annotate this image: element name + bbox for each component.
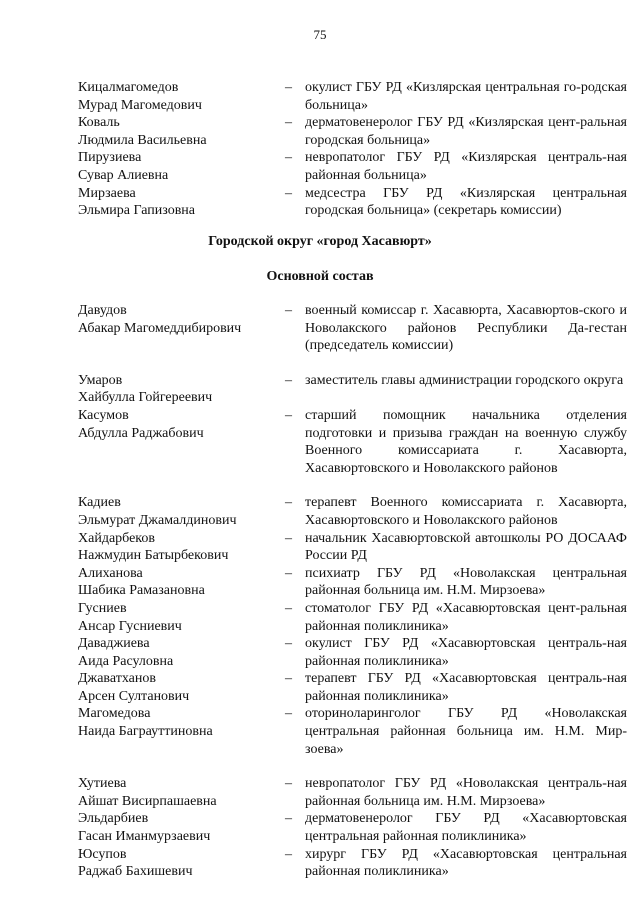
- member-role: невропатолог ГБУ РД «Новолакская централь-ная районная больница им. Н.М. Мирзоева»: [305, 776, 627, 809]
- member-role: хирург ГБУ РД «Хасавюртовская центральная районная поликлиника»: [305, 846, 627, 880]
- dash-separator: –: [285, 530, 292, 546]
- member-given-name: Абакар Магомеддибирович: [78, 320, 242, 336]
- member-row: [0, 600, 640, 635]
- member-name: [0, 372, 285, 407]
- member-name: [0, 79, 285, 114]
- member-name: [0, 635, 285, 670]
- member-row: [0, 407, 640, 477]
- dash-separator: –: [285, 671, 292, 687]
- member-name: [0, 600, 285, 635]
- member-surname: Гусниев: [78, 600, 127, 616]
- dash-separator: –: [285, 636, 292, 652]
- member-surname: Юсупов: [78, 846, 127, 862]
- member-given-name: Шабика Рамазановна: [78, 583, 205, 599]
- member-name: [0, 530, 285, 565]
- member-given-name: Ансар Гусниевич: [78, 618, 182, 634]
- member-role: окулист ГБУ РД «Кизлярская центральная го-родская больница»: [305, 80, 627, 113]
- dash-separator: –: [285, 600, 292, 616]
- member-role: начальник Хасавюртовской автошколы РО ДОСААФ России РД: [305, 530, 627, 564]
- member-surname: Эльдарбиев: [78, 811, 149, 827]
- member-row: [0, 530, 640, 565]
- member-name: [0, 705, 285, 758]
- member-given-name: Аида Расуловна: [78, 653, 174, 669]
- dash-separator: –: [285, 495, 292, 511]
- member-role: военный комиссар г. Хасавюрта, Хасавюртов-ского и Новолакского районов Республики Да-гестан (председатель комиссии): [305, 303, 627, 354]
- member-row: [0, 79, 640, 114]
- dash-separator: –: [285, 811, 292, 827]
- member-given-name: Гасан Иманмурзаевич: [78, 829, 211, 845]
- member-name: [0, 185, 285, 220]
- member-row: [0, 846, 640, 881]
- member-name: [0, 775, 285, 810]
- dash-separator: –: [285, 776, 292, 792]
- member-row: [0, 670, 640, 705]
- member-role: окулист ГБУ РД «Хасавюртовская централь-ная районная поликлиника»: [305, 636, 627, 669]
- member-row: [0, 302, 640, 355]
- member-given-name: Хайбулла Гойгереевич: [78, 390, 213, 406]
- member-row: [0, 810, 640, 845]
- member-role: терапевт Военного комиссариата г. Хасавюрта, Хасавюртовского и Новолакского районов: [305, 495, 627, 528]
- member-row: [0, 149, 640, 184]
- member-row: [0, 372, 640, 407]
- member-role: оториноларинголог ГБУ РД «Новолакская центральная районная больница им. Н.М. Мир-зоева»: [305, 706, 627, 757]
- member-surname: Магомедова: [78, 706, 151, 722]
- member-role: дерматовенеролог ГБУ РД «Кизлярская цент-ральная городская больница»: [305, 115, 627, 148]
- member-surname: Хутиева: [78, 776, 127, 792]
- dash-separator: –: [285, 150, 292, 166]
- member-given-name: Мурад Магомедович: [78, 97, 202, 113]
- member-role: терапевт ГБУ РД «Хасавюртовская централь-ная районная поликлиника»: [305, 671, 627, 704]
- dash-separator: –: [285, 372, 292, 388]
- member-given-name: Нажмудин Батырбекович: [78, 548, 229, 564]
- member-given-name: Людмила Васильевна: [78, 132, 207, 148]
- dash-separator: –: [285, 303, 292, 318]
- member-role: дерматовенеролог ГБУ РД «Хасавюртовская центральная районная поликлиника»: [305, 811, 627, 845]
- member-surname: Алиханова: [78, 565, 143, 581]
- member-given-name: Раджаб Бахишевич: [78, 864, 193, 880]
- member-name: [0, 494, 285, 529]
- member-row: [0, 705, 640, 758]
- member-row: [0, 635, 640, 670]
- member-surname: Умаров: [78, 372, 123, 388]
- member-role: стоматолог ГБУ РД «Хасавюртовская цент-ральная районная поликлиника»: [305, 600, 627, 634]
- member-given-name: Сувар Алиевна: [78, 167, 169, 183]
- member-name: [0, 846, 285, 881]
- member-role: старший помощник начальника отделения подготовки и призыва граждан на военную службу Военного комиссариата г. Хасавюрта, Хасавюртовского и Новолакского районов: [305, 407, 627, 476]
- main-commission-list: [0, 302, 640, 881]
- dash-separator: –: [285, 407, 292, 423]
- member-role: психиатр ГБУ РД «Новолакская центральная районная больница им. Н.М. Мирзоева»: [305, 565, 627, 599]
- member-role: заместитель главы администрации городского округа: [305, 372, 624, 388]
- commission-list-continued: [0, 79, 640, 220]
- member-surname: Мирзаева: [78, 185, 136, 201]
- dash-separator: –: [285, 565, 292, 581]
- member-row: [0, 775, 640, 810]
- member-row: [0, 114, 640, 149]
- member-given-name: Наида Баграуттиновна: [78, 724, 213, 740]
- member-row: [0, 565, 640, 600]
- dash-separator: –: [285, 706, 292, 722]
- member-name: [0, 149, 285, 184]
- member-surname: Кадиев: [78, 495, 121, 511]
- member-surname: Хайдарбеков: [78, 530, 156, 546]
- member-name: [0, 302, 285, 355]
- member-given-name: Эльмира Гапизовна: [78, 203, 196, 219]
- member-name: [0, 114, 285, 149]
- member-surname: Касумов: [78, 407, 129, 423]
- member-role: невропатолог ГБУ РД «Кизлярская централь-ная районная больница»: [305, 150, 627, 183]
- section-title: Городской округ «город Хасавюрт»: [208, 234, 432, 249]
- member-name: [0, 407, 285, 477]
- member-surname: Коваль: [78, 115, 120, 131]
- page-number: 75: [313, 27, 327, 42]
- dash-separator: –: [285, 115, 292, 131]
- member-given-name: Арсен Султанович: [78, 688, 190, 704]
- member-name: [0, 810, 285, 845]
- member-given-name: Айшат Висирпашаевна: [78, 793, 217, 809]
- member-row: [0, 185, 640, 220]
- dash-separator: –: [285, 846, 292, 862]
- member-surname: Давудов: [78, 303, 127, 318]
- member-name: [0, 565, 285, 600]
- member-given-name: Абдулла Раджабович: [78, 425, 204, 441]
- subsection-title: Основной состав: [266, 269, 374, 284]
- member-surname: Пирузиева: [78, 150, 142, 166]
- member-surname: Джаватханов: [78, 671, 156, 687]
- member-name: [0, 670, 285, 705]
- dash-separator: –: [285, 80, 292, 95]
- member-row: [0, 494, 640, 529]
- member-surname: Даваджиева: [78, 636, 150, 652]
- member-surname: Кицалмагомедов: [78, 80, 179, 95]
- dash-separator: –: [285, 185, 292, 201]
- member-role: медсестра ГБУ РД «Кизлярская центральная городская больница» (секретарь комиссии): [305, 185, 627, 219]
- member-given-name: Эльмурат Джамалдинович: [78, 512, 237, 528]
